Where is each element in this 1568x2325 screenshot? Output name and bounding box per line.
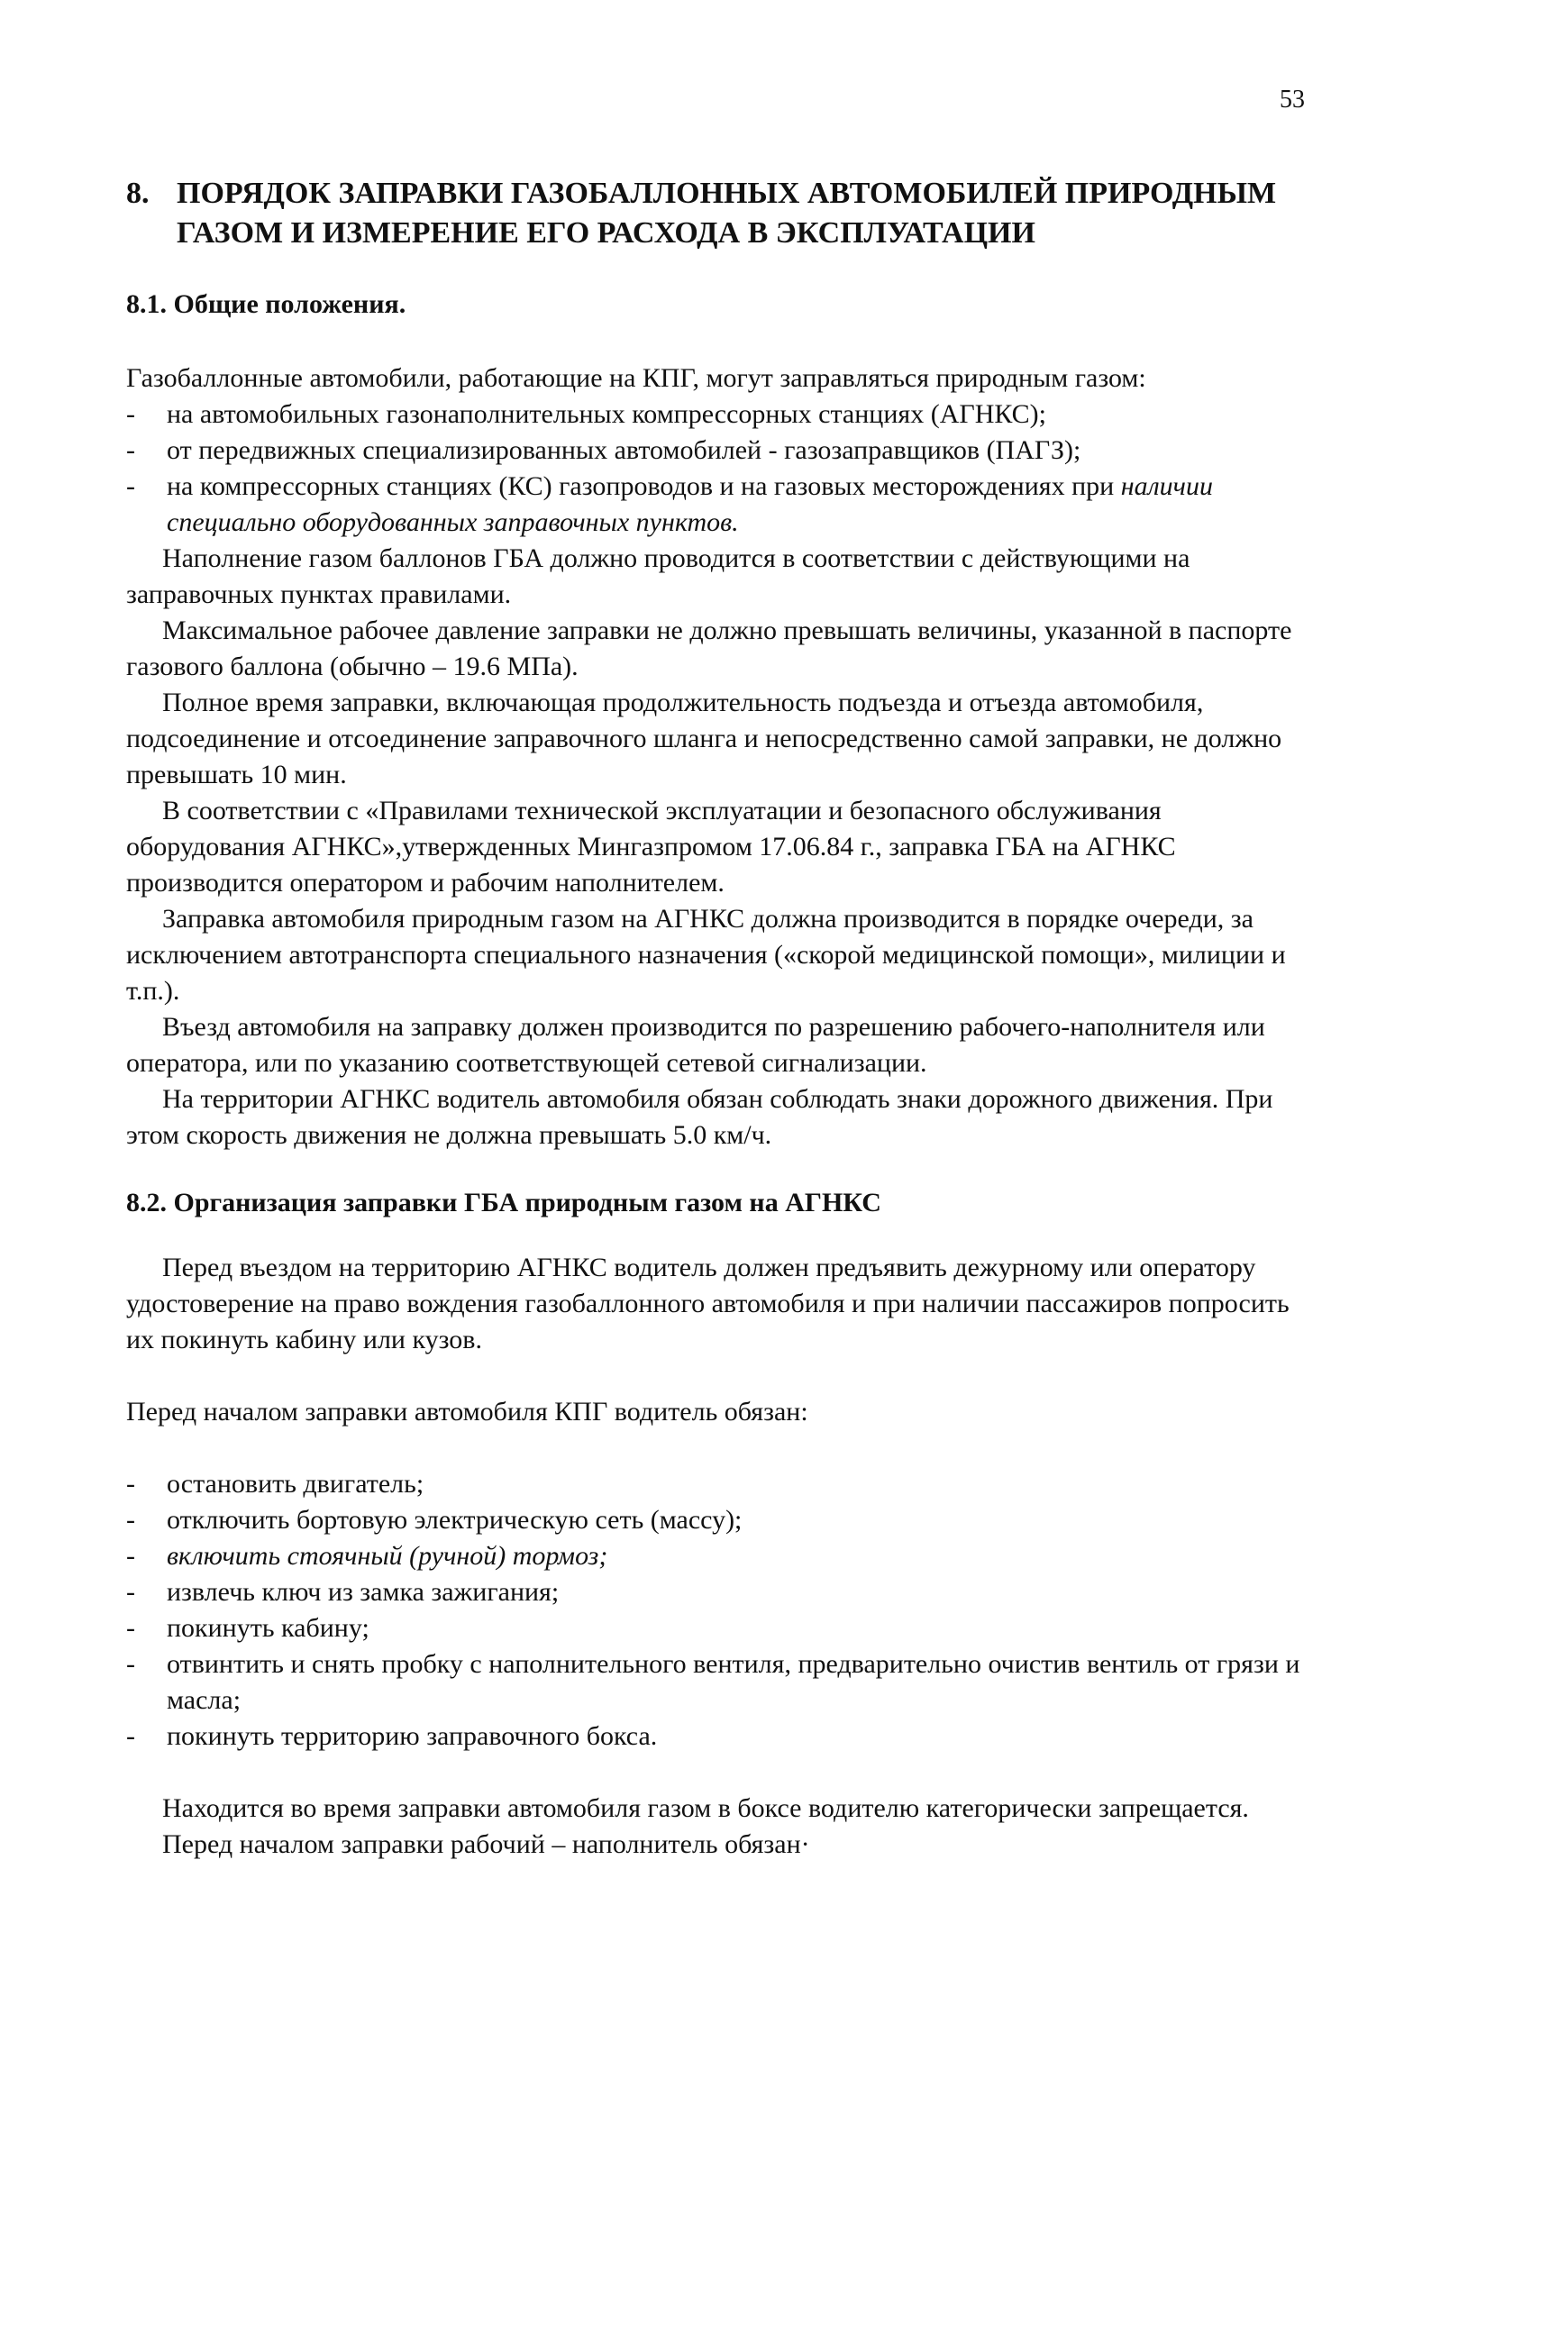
list-dash: - [126, 435, 135, 465]
page-number: 53 [1280, 86, 1305, 114]
list-dash: - [126, 1469, 135, 1499]
list-dash: - [126, 1613, 135, 1643]
subsection-heading-8-1: 8.1. Общие положения. [126, 289, 406, 319]
paragraph: В соответствии с «Правилами технической эксплуатации и безопасного обслуживания оборудования АГНКС»,утвержденных Мингазпромом 17.06.84 г., заправка ГБА на АГНКС производится оператором и рабочим наполнителем. [126, 796, 1176, 898]
paragraph: Заправка автомобиля природным газом на АГНКС должна производится в порядке очереди, за исключением автотранспорта специального назначения («скорой медицинской помощи», милиции и т.п.). [126, 904, 1286, 1006]
section-number: 8. [126, 177, 150, 210]
list-dash: - [126, 1577, 135, 1607]
subsection-heading-8-2: 8.2. Организация заправки ГБА природным газом на АГНКС [126, 1188, 881, 1217]
paragraph: Максимальное рабочее давление заправки не должно превышать величины, указанной в паспорте газового баллона (обычно – 19.6 МПа). [126, 615, 1292, 681]
subsection-8-2-para3: Находится во время заправки автомобиля газом в боксе водителю категорически запрещается. Перед началом заправки рабочий – наполнитель обязан· [162, 1793, 1249, 1859]
subsection-8-2-para1: Перед въездом на территорию АГНКС водитель должен предъявить дежурному или оператору удостоверение на право вождения газобаллонного автомобиля и при наличии пассажиров попросить их покинуть кабину или кузов. [126, 1253, 1290, 1354]
list-dash: - [126, 1541, 135, 1571]
refuel-locations-list [126, 397, 1316, 541]
list-item: - остановить двигатель; [126, 1466, 1316, 1502]
list-item: - от передвижных специализированных автомобилей - газозаправщиков (ПАГЗ); [126, 433, 1316, 469]
list-item: - включить стоячный (ручной) тормоз; [126, 1538, 1316, 1574]
section-title-line2: ГАЗОМ И ИЗМЕРЕНИЕ ЕГО РАСХОДА В ЭКСПЛУАТАЦИИ [177, 216, 1035, 250]
list-item: - отключить бортовую электрическую сеть (массу); [126, 1502, 1316, 1538]
list-dash: - [126, 1505, 135, 1535]
paragraph: На территории АГНКС водитель автомобиля обязан соблюдать знаки дорожного движения. При этом скорость движения не должна превышать 5.0 км/ч. [126, 1084, 1273, 1150]
driver-duties-list [126, 1466, 1316, 1755]
subsection-8-2-para2: Перед началом заправки автомобиля КПГ водитель обязан: [126, 1397, 808, 1427]
list-item: - на автомобильных газонаполнительных компрессорных станциях (АГНКС); [126, 397, 1316, 433]
driver-duties-list-block [126, 1466, 1316, 1755]
list-item: - извлечь ключ из замка зажигания; [126, 1574, 1316, 1610]
paragraph: Полное время заправки, включающая продолжительность подъезда и отъезда автомобиля, подсоединение и отсоединение заправочного шланга и непосредственно самой заправки, не должно превышать 10 мин. [126, 688, 1282, 789]
list-item: - на компрессорных станциях (КС) газопроводов и на газовых месторождениях при наличии специально оборудованных заправочных пунктов. [126, 469, 1316, 541]
subsection-8-1-body [126, 360, 1316, 1153]
list-item: - покинуть кабину; [126, 1610, 1316, 1646]
section-heading [126, 174, 1334, 253]
paragraph: Наполнение газом баллонов ГБА должно проводится в соответствии с действующими на заправочных пунктах правилами. [126, 543, 1190, 609]
intro-paragraph: Газобаллонные автомобили, работающие на КПГ, могут заправляться природным газом: [126, 363, 1146, 393]
list-item: - покинуть территорию заправочного бокса. [126, 1719, 1316, 1755]
list-dash: - [126, 1649, 135, 1679]
section-title-line1: ПОРЯДОК ЗАПРАВКИ ГАЗОБАЛЛОННЫХ АВТОМОБИЛЕЙ ПРИРОДНЫМ [177, 177, 1277, 210]
paragraph: Въезд автомобиля на заправку должен производится по разрешению рабочего-наполнителя или оператора, или по указанию соответствующей сетевой сигнализации. [126, 1012, 1265, 1078]
list-dash: - [126, 399, 135, 429]
list-dash: - [126, 1721, 135, 1751]
list-item: - отвинтить и снять пробку с наполнительного вентиля, предварительно очистив вентиль от грязи и масла; [126, 1646, 1316, 1719]
list-dash: - [126, 471, 135, 501]
